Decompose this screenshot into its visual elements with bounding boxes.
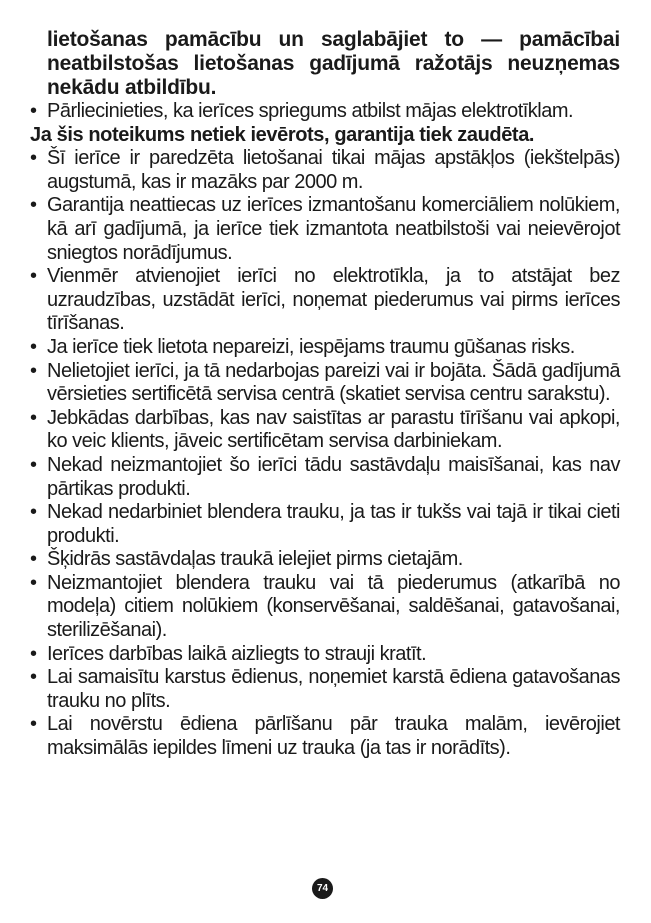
bullet-icon: •	[30, 194, 37, 217]
list-item	[30, 643, 620, 667]
list-item-text: Ierīces darbības laikā aizliegts to strauji kratīt.	[47, 642, 427, 665]
list-item-text: Garantija neattiecas uz ierīces izmantošanu komerciāliem nolūkiem, kā arī gadījumā, ja ierīce tiek izmantota neatbilstoši vai neievērojot sniegtos norādījumus.	[47, 194, 620, 264]
list-item-text: Lai samaisītu karstus ēdienus, noņemiet karstā ēdiena gatavošanas trauku no plīts.	[47, 666, 620, 712]
list-item	[30, 454, 620, 501]
list-item	[30, 265, 620, 336]
list-item	[30, 548, 620, 572]
bullet-icon: •	[30, 548, 37, 571]
list-item-text: Nekad nedarbiniet blendera trauku, ja tas ir tukšs vai tajā ir tikai cieti produkti.	[47, 501, 620, 547]
list-item	[30, 147, 620, 194]
list-item	[30, 194, 620, 265]
list-item-text: Ja ierīce tiek lietota nepareizi, iespējams traumu gūšanas risks.	[47, 335, 575, 358]
bullet-icon: •	[30, 406, 37, 429]
list-item	[30, 501, 620, 548]
list-item	[30, 407, 620, 454]
list-item	[30, 713, 620, 760]
bullet-icon: •	[30, 100, 37, 122]
list-item-text: Pārliecinieties, ka ierīces spriegums atbilst mājas elektrotīklam.	[47, 100, 574, 122]
bullet-icon: •	[30, 501, 37, 524]
list-item-text: Nelietojiet ierīci, ja tā nedarbojas pareizi vai ir bojāta. Šādā gadījumā vērsieties sertificētā servisa centrā (skatiet servisa centru sarakstu).	[47, 359, 620, 406]
bullet-icon: •	[30, 713, 37, 736]
list-item	[30, 100, 620, 124]
bullet-icon: •	[30, 666, 37, 689]
bullet-icon: •	[30, 453, 37, 476]
bullet-icon: •	[30, 359, 37, 382]
manual-page	[30, 28, 620, 761]
page-number-badge: 74	[312, 878, 333, 899]
list-item	[30, 336, 620, 360]
list-item-text: Šī ierīce ir paredzēta lietošanai tikai mājas apstākļos (iekštelpās) augstumā, kas ir mazāks par 2000 m.	[47, 147, 620, 193]
list-item-text: Vienmēr atvienojiet ierīci no elektrotīkla, ja to atstājat bez uzraudzības, uzstādāt ierīci, noņemat piederumus vai pirms ierīces tīrīšanas.	[47, 265, 620, 335]
list-item-text: Jebkādas darbības, kas nav saistītas ar parastu tīrīšanu vai apkopi, ko veic klients, jāveic sertificētam servisa darbiniekam.	[47, 406, 620, 453]
list-item	[30, 572, 620, 643]
lead-paragraph: lietošanas pamācību un saglabājiet to — pamācībai neatbilstošas lietošanas gadījumā ražotājs neuzņemas nekādu atbildību.	[47, 28, 620, 99]
bullet-icon: •	[30, 335, 37, 358]
bullet-icon: •	[30, 642, 37, 665]
bullet-icon: •	[30, 571, 37, 594]
list-item-text: Nekad neizmantojiet šo ierīci tādu sastāvdaļu maisīšanai, kas nav pārtikas produkti.	[47, 453, 620, 500]
bullet-icon: •	[30, 265, 37, 288]
list-item-text: Neizmantojiet blendera trauku vai tā piederumus (atkarībā no modeļa) citiem nolūkiem (konservēšanai, saldēšanai, gatavošanai, sterilizēšanai).	[47, 571, 620, 642]
list-item	[30, 360, 620, 407]
list-item-text: Lai novērstu ēdiena pārlīšanu pār trauka malām, ievērojiet maksimālās iepildes līmeni uz trauka (ja tas ir norādīts).	[47, 713, 620, 760]
safety-list	[30, 100, 620, 761]
list-item-text: Šķidrās sastāvdaļas traukā ielejiet pirms cietajām.	[47, 548, 463, 571]
list-item	[30, 666, 620, 713]
warranty-warning: Ja šis noteikums netiek ievērots, garantija tiek zaudēta.	[30, 123, 535, 146]
bullet-icon: •	[30, 147, 37, 170]
